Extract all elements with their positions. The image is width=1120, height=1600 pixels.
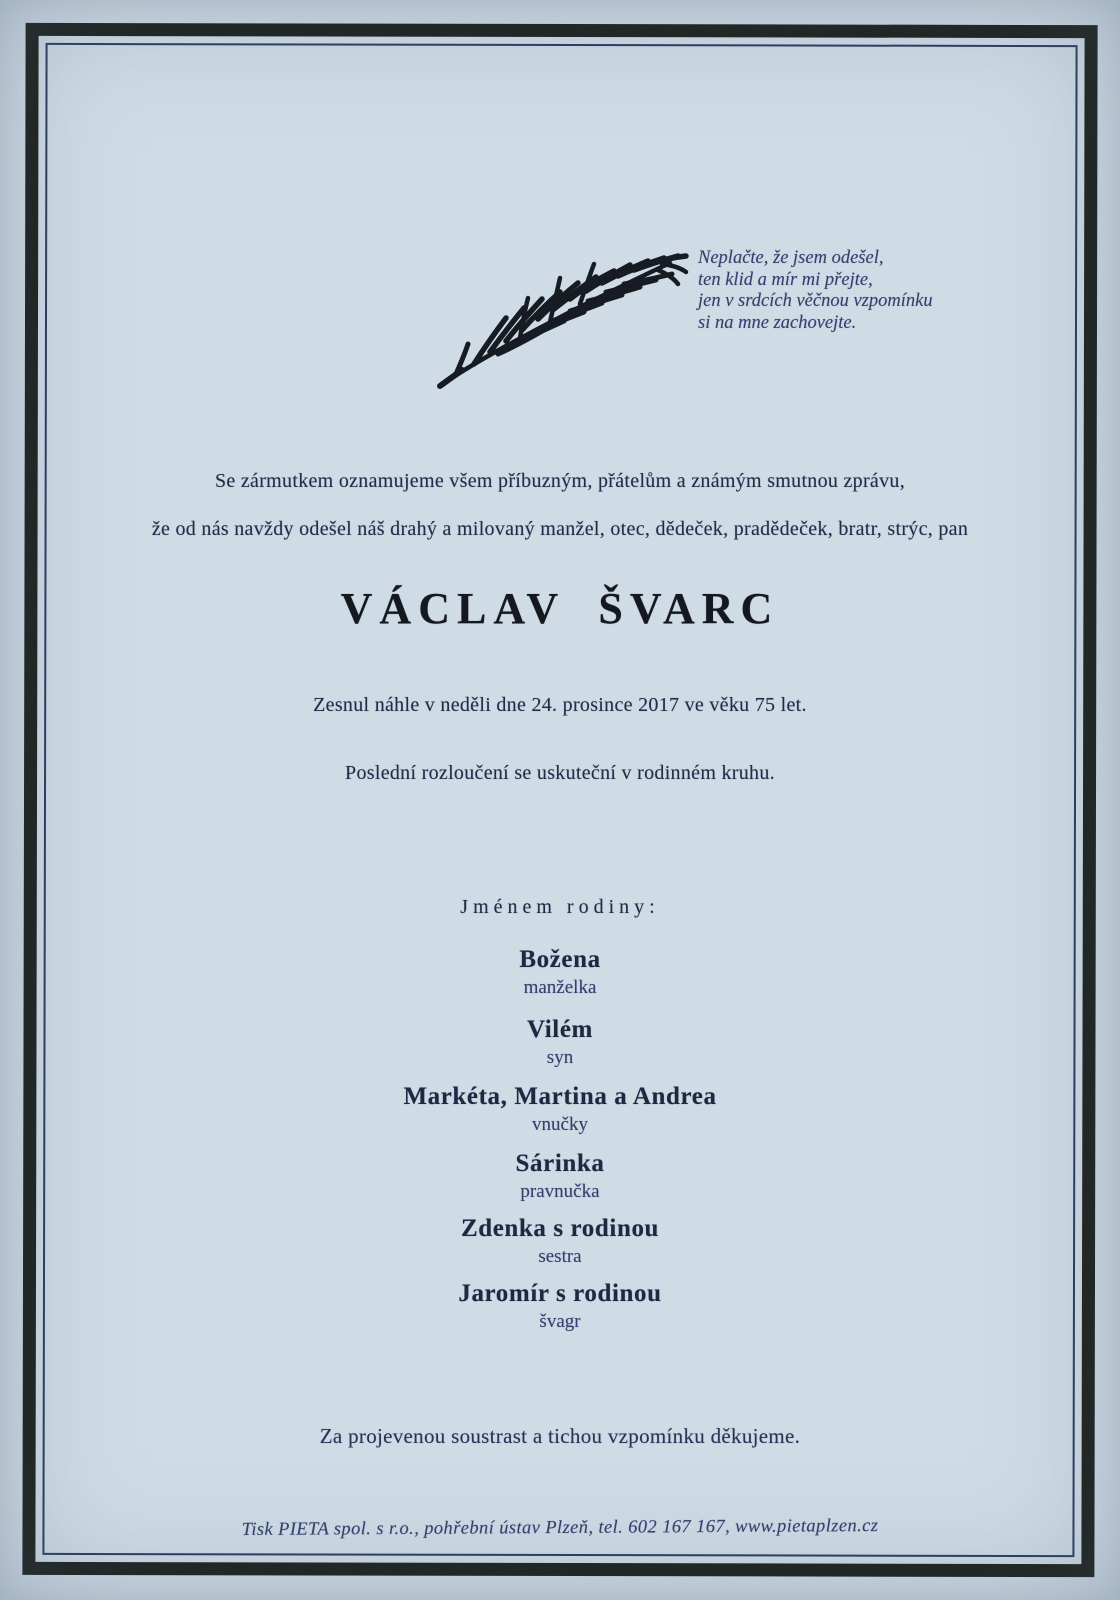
verse-line: Neplačte, že jsem odešel, xyxy=(698,248,884,268)
verse-line: jen v srdcích věčnou vzpomínku xyxy=(698,291,933,311)
family-member-name: Zdenka s rodinou xyxy=(460,1215,660,1242)
evergreen-sprig-icon xyxy=(432,202,692,392)
family-member-name: Vilém xyxy=(527,1016,593,1043)
family-member-name: Jaromír s rodinou xyxy=(458,1280,662,1307)
farewell-info-line: Poslední rozloučení se uskuteční v rodinném kruhu. xyxy=(345,762,775,784)
announcement-line-2: že od nás navždy odešel náš drahý a milovaný manžel, otec, dědeček, pradědeček, bratr, strýc, pan xyxy=(151,518,969,540)
announcement-line-1: Se zármutkem oznamujeme všem příbuzným, přátelům a známým smutnou zprávu, xyxy=(214,470,906,492)
family-member xyxy=(0,946,1120,999)
death-info-line: Zesnul náhle v neděli dne 24. prosince 2017 ve věku 75 let. xyxy=(313,694,807,716)
family-member xyxy=(0,1280,1120,1333)
printer-footer: Tisk PIETA spol. s r.o., pohřební ústav Plzeň, tel. 602 167 167, www.pietaplzen.cz xyxy=(241,1516,879,1540)
family-member-relation: vnučky xyxy=(532,1114,588,1135)
condolence-thanks-line: Za projevenou soustrast a tichou vzpomínku děkujeme. xyxy=(319,1424,801,1448)
verse-line: si na mne zachovejte. xyxy=(698,312,857,333)
family-member-relation: švagr xyxy=(539,1311,581,1332)
family-member xyxy=(0,1016,1120,1069)
family-member-relation: sestra xyxy=(538,1246,582,1267)
family-member-relation: pravnučka xyxy=(520,1181,600,1202)
memorial-verse xyxy=(698,248,938,334)
family-member-name: Markéta, Martina a Andrea xyxy=(403,1083,717,1110)
family-member-relation: manželka xyxy=(523,977,597,998)
deceased-name: VÁCLAV ŠVARC xyxy=(340,584,780,633)
family-member-relation: syn xyxy=(546,1047,574,1068)
family-member-name: Sárinka xyxy=(515,1150,605,1177)
family-heading: Jménem rodiny: xyxy=(460,896,660,918)
family-member xyxy=(0,1215,1120,1268)
family-member-name: Božena xyxy=(519,946,601,973)
family-member xyxy=(0,1083,1120,1136)
verse-line: ten klid a mír mi přejte, xyxy=(698,269,873,290)
family-member xyxy=(0,1150,1120,1203)
